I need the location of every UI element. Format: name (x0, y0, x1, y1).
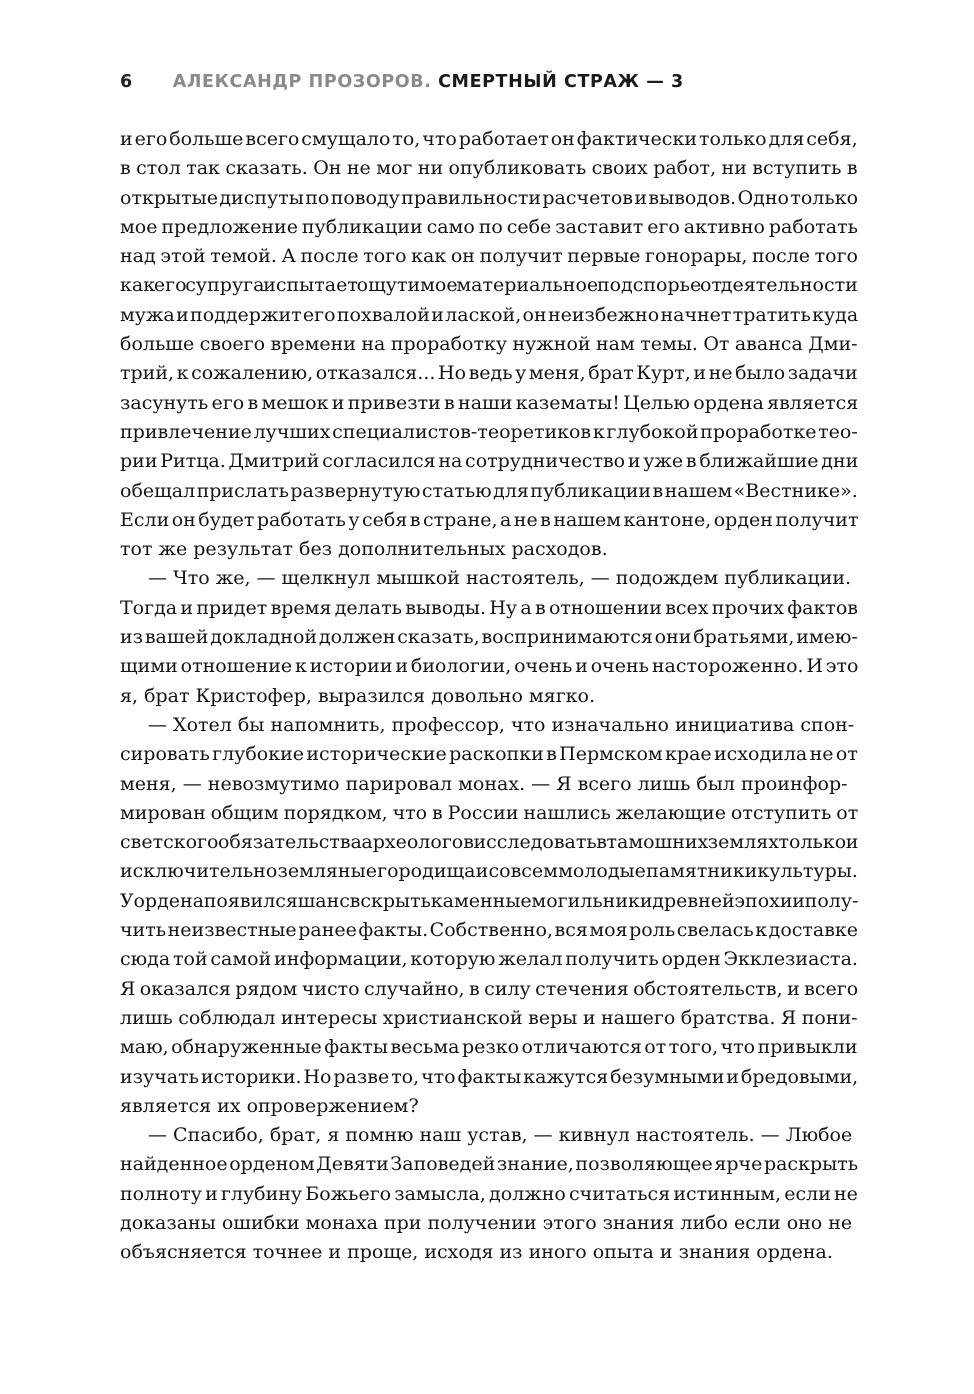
text-line: маю, обнаруженные факты весьма резко отличаются от того, что привыкли (120, 1036, 858, 1059)
header-author: АЛЕКСАНДР ПРОЗОРОВ. (172, 72, 432, 92)
text-line: трий, к сожалению, отказался... Но ведь у меня, брат Курт, и не было задачи (120, 362, 858, 385)
text-line: сировать глубокие исторические раскопки в Пермском крае исходила не от (120, 743, 858, 766)
header-book-title: СМЕРТНЫЙ СТРАЖ — 3 (438, 72, 684, 92)
paragraph-first-line: — Спасибо, брат, я помню наш устав, — кивнул настоятель. — Любое (148, 1124, 853, 1147)
text-line: я, брат Кристофер, выразился довольно мягко. (120, 684, 595, 707)
text-line: чить неизвестные ранее факты. Собственно, вся моя роль свелась к доставке (120, 919, 859, 942)
text-line: засунуть его в мешок и привезти в наши казематы! Целью ордена является (120, 391, 859, 414)
text-line: объясняется точнее и проще, исходя из иного опыта и знания ордена. (120, 1241, 833, 1264)
text-line: изучать историки. Но разве то, что факты кажутся безумными и бредовыми, (120, 1065, 859, 1088)
text-line: мужа и поддержит его похвалой и лаской, он неизбежно начнет тратить куда (120, 303, 859, 326)
text-line: Если он будет работать у себя в стране, а не в нашем кантоне, орден получит (120, 508, 859, 531)
text-line: как его супруга испытает ощутимое материальное подспорье от деятельности (120, 274, 858, 297)
paragraph-first-line: — Хотел бы напомнить, профессор, что изначально инициатива спон- (148, 713, 855, 736)
text-line: открытые диспуты по поводу правильности расчетов и выводов. Одно только (120, 186, 859, 209)
text-line: Я оказался рядом чисто случайно, в силу стечения обстоятельств, и всего (120, 977, 859, 1000)
text-line: привлечение лучших специалистов-теоретиков к глубокой проработке тео- (120, 420, 858, 443)
text-line: рии Ритца. Дмитрий согласился на сотрудничество и уже в ближайшие дни (120, 450, 859, 473)
page-number: 6 (120, 72, 133, 92)
text-line: обещал прислать развернутую статью для публикации в нашем «Вестнике». (120, 479, 858, 502)
text-line: найденное орденом Девяти Заповедей знание, позволяющее ярче раскрыть (120, 1153, 859, 1176)
text-line: доказаны ошибки монаха при получении этого знания либо если оно не (120, 1211, 853, 1234)
text-line: и его больше всего смущало то, что работает он фактически только для себя, (120, 128, 858, 150)
text-line: мое предложение публикации само по себе заставит его активно работать (120, 215, 858, 238)
text-line: мирован общим порядком, что в России нашлись желающие отступить от (120, 801, 859, 824)
paragraph-first-line: — Что же, — щелкнул мышкой настоятель, — подождем публикации. (148, 567, 852, 590)
running-header (120, 72, 684, 92)
text-line: светского обязательства археологов исследовать в тамошних землях только и (120, 831, 859, 854)
text-line: из вашей докладной должен сказать, воспринимаются они братьями, имею- (120, 626, 858, 649)
text-line: лишь соблюдал интересы христианской веры и нашего братства. Я пони- (120, 1006, 858, 1029)
text-line: Тогда и придет время делать выводы. Ну а в отношении всех прочих фактов (120, 596, 859, 619)
text-line: меня, — невозмутимо парировал монах. — Я всего лишь был проинфор- (120, 772, 848, 795)
text-line: является их опровержением? (120, 1094, 419, 1117)
text-line: У ордена появился шанс вскрыть каменные могильники древней эпохи и полу- (120, 889, 859, 912)
body-text (120, 125, 858, 1268)
text-line: щими отношение к истории и биологии, очень и очень настороженно. И это (120, 655, 859, 678)
text-line: над этой темой. А после того как он получит первые гонорары, после того (120, 245, 858, 268)
text-line: полноту и глубину Божьего замысла, должно считаться истинным, если не (120, 1182, 858, 1205)
text-line: сюда той самой информации, которую желал получить орден Экклезиаста. (120, 948, 858, 971)
text-line: в стол так сказать. Он не мог ни опубликовать своих работ, ни вступить в (120, 157, 858, 180)
text-line: больше своего времени на проработку нужной нам темы. От аванса Дми- (120, 333, 858, 356)
text-line: исключительно земляные городища и совсем молодые памятники культуры. (120, 860, 858, 883)
text-line: тот же результат без дополнительных расходов. (120, 538, 608, 561)
